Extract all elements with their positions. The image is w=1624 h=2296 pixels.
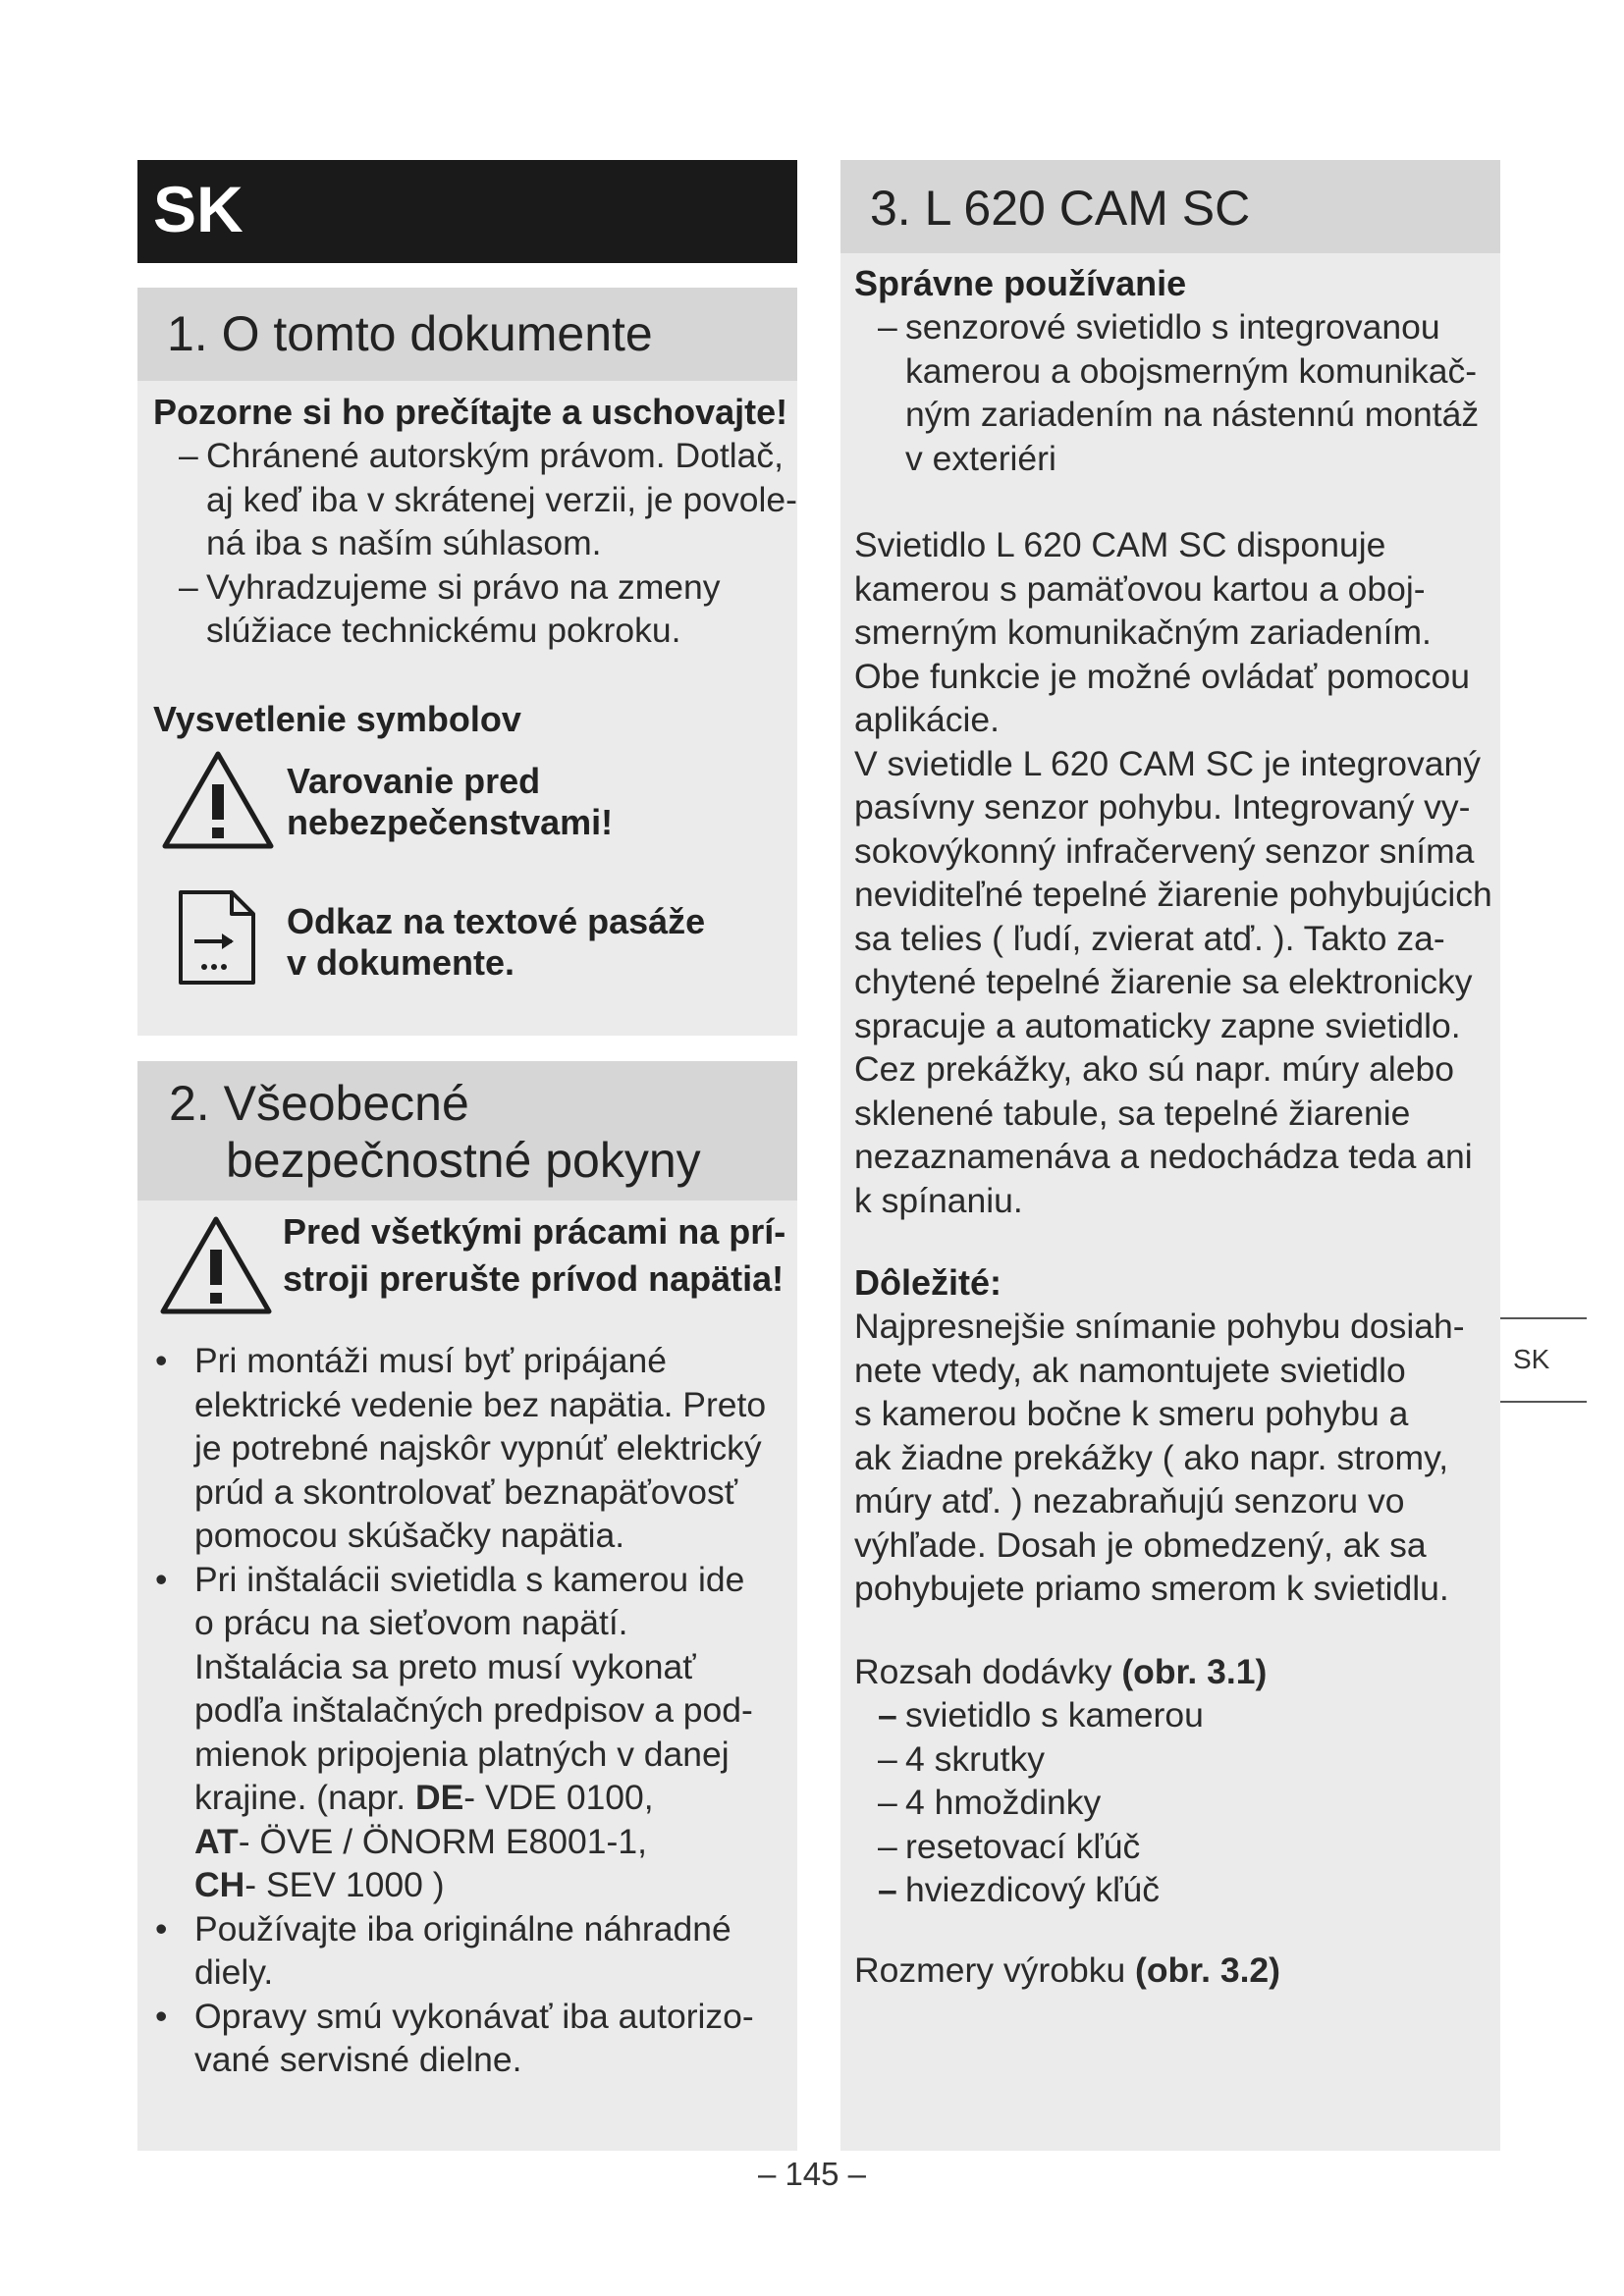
list-item: – hviezdicový kľúč (878, 1868, 1487, 1912)
language-code: SK (153, 173, 244, 245)
page-number: – 145 – (757, 2156, 867, 2192)
usage-list (878, 305, 1496, 480)
side-tab-bottom-rule (1500, 1401, 1587, 1403)
section2-panel (137, 1061, 797, 2151)
warning-triangle-icon (159, 1214, 273, 1316)
section1-header (137, 288, 797, 381)
description-paragraph: Svietidlo L 620 CAM SC disponuje kamerou s pamäťovou kartou a oboj- smerným komunikačným zariadením. Obe funkcie je možné ovládať pomocou aplikácie. V svietidle L 620 CAM SC je integrovaný pasívny senzor pohybu. Integrovaný vy- sokovýkonný infračervený senzor sníma neviditeľné tepelné žiarenie pohybujúcich sa telies ( ľudí, zvierat atď. ). Takto za- chytené tepelné žiarenie sa elektronicky spracuje a automaticky zapne svietidlo. Cez prekážky, ako sú napr. múry alebo sklenené tabule, sa tepelné žiarenie nezaznamenáva a nedochádza teda ani k spínaniu. (854, 525, 1492, 1220)
list-item: – 4 skrutky (878, 1737, 1487, 1782)
warning-symbol-text: Varovanie pred nebezpečenstvami! (287, 761, 614, 842)
list-item: • Používajte iba originálne náhradné diely. (155, 1907, 784, 1995)
list-item: • Pri inštalácii svietidla s kamerou ide o prácu na sieťovom napätí. Inštalácia sa preto musí vykonať podľa inštalačných predpisov a pod- mienok pripojenia platných v danej krajine. (napr. DE- VDE 0100, AT- ÖVE / ÖNORM E8001-1, CH- SEV 1000 ) (155, 1558, 784, 1907)
usage-title: Správne používanie (854, 263, 1187, 303)
section1-list (179, 434, 797, 653)
section1-title: 1. O tomto dokumente (167, 306, 653, 361)
important-title: Dôležité: (854, 1262, 1002, 1303)
section2-title-line2: bezpečnostné pokyny (226, 1133, 701, 1188)
side-tab-top-rule (1500, 1317, 1587, 1319)
list-item: • Opravy smú vykonávať iba autorizo- vané servisné dielne. (155, 1995, 784, 2082)
section3-title: 3. L 620 CAM SC (870, 181, 1251, 236)
section3-header (840, 160, 1500, 253)
scope-of-delivery: Rozsah dodávky (obr. 3.1) (854, 1652, 1268, 1691)
important-paragraph: Najpresnejšie snímanie pohybu dosiah- nete vtedy, ak namontujete svietidlo s kamerou bočne k smeru pohybu a ak žiadne prekážky ( ako napr. stromy, múry atď. ) nezabraňujú senzoru vo výhľade. Dosah je obmedzený, ak sa pohybujete priamo smerom k svietidlu. (854, 1307, 1465, 1608)
symbols-title: Vysvetlenie symbolov (153, 699, 521, 739)
reference-symbol-text: Odkaz na textové pasáže v dokumente. (287, 901, 706, 983)
list-item: – Vyhradzujeme si právo na zmeny slúžiace technickému pokroku. (179, 565, 787, 653)
list-item: – resetovací kľúč (878, 1825, 1487, 1869)
scope-list (878, 1693, 1487, 1912)
list-item: – 4 hmoždinky (878, 1781, 1487, 1825)
section2-header (137, 1061, 797, 1201)
list-item: – svietidlo s kamerou (878, 1693, 1487, 1737)
list-item: – Chránené autorským právom. Dotlač, aj keď iba v skrátenej verzii, je povole- ná iba s naším súhlasom. (179, 434, 787, 565)
side-tab-label: SK (1513, 1344, 1550, 1374)
product-dimensions: Rozmery výrobku (obr. 3.2) (854, 1950, 1280, 1990)
section2-title-line1: 2. Všeobecné (169, 1076, 469, 1131)
list-item: – senzorové svietidlo s integrovanou kamerou a obojsmerným komunikač- ným zariadením na nástennú montáž v exteriéri (878, 305, 1496, 480)
section3-panel (840, 160, 1500, 2151)
warning-triangle-icon (161, 749, 275, 851)
section2-warning-text: Pred všetkými prácami na prí- stroji prerušte prívod napätia! (283, 1211, 786, 1299)
language-header (137, 160, 797, 263)
document-reference-icon (177, 888, 259, 987)
section1-subtitle: Pozorne si ho prečítajte a uschovajte! (153, 392, 788, 432)
list-item: • Pri montáži musí byť pripájané elektrické vedenie bez napätia. Preto je potrebné najskôr vypnúť elektrický prúd a skontrolovať beznapäťovosť pomocou skúšačky napätia. (155, 1339, 784, 1558)
section1-panel (137, 288, 797, 1036)
section2-bullets (155, 1339, 784, 2082)
